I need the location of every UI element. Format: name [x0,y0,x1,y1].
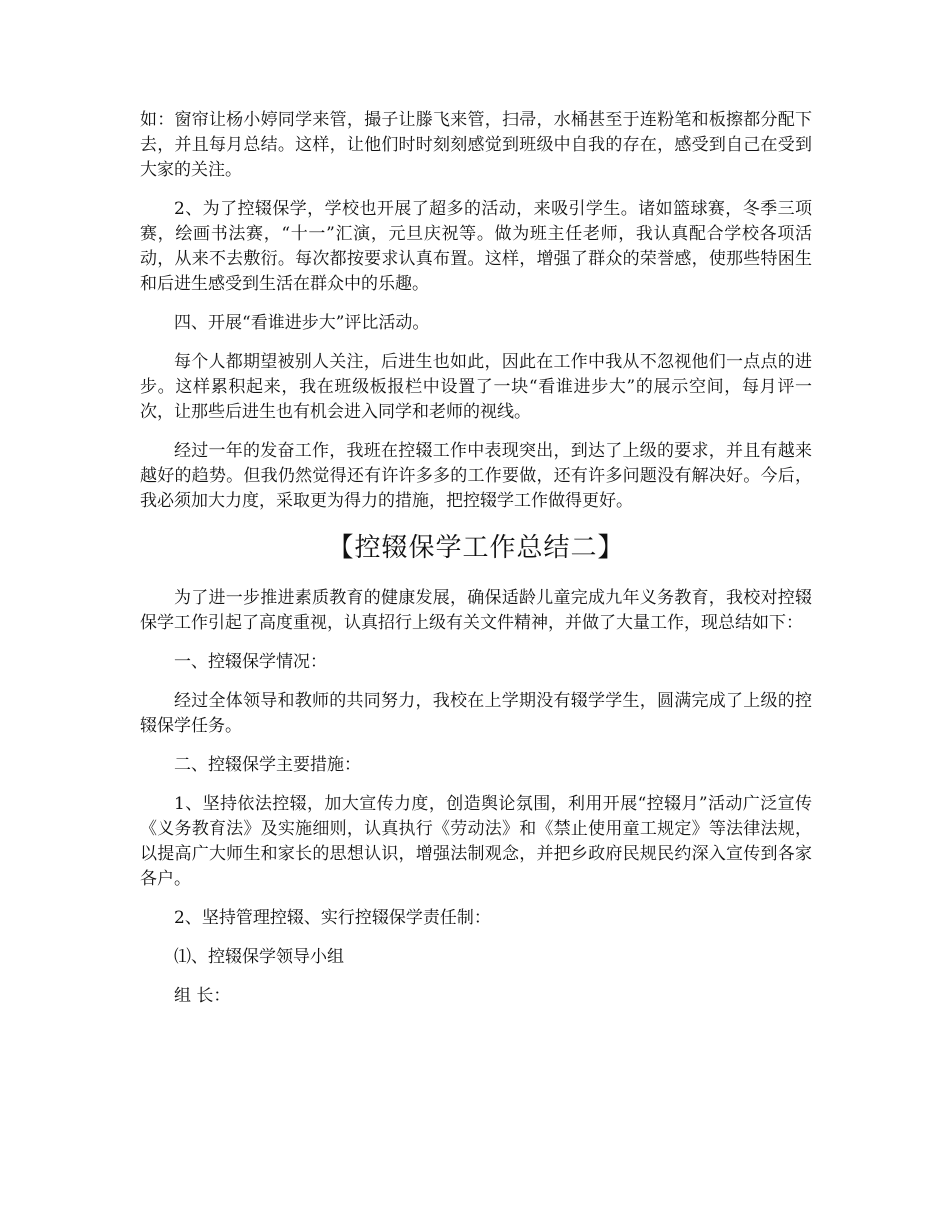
paragraph-leadership-group: ⑴、控辍保学领导小组 [174,947,344,967]
heading-section-four: 四、开展“看谁进步大”评比活动。 [174,313,430,333]
paragraph-measure-one: 1、坚持依法控辍，加大宣传力度，创造舆论氛围，利用开展“控辍月”活动广泛宣传《义务教育法》及实施细则，认真执行《劳动法》和《禁止使用童工规定》等法律法规，以提高广大师生和家长的思想认识，增强法制观念，并把乡政府民规民约深入宣传到各家各户。 [140,794,812,889]
paragraph-measure-two: 2、坚持管理控辍、实行控辍保学责任制： [174,908,491,928]
paragraph-activities: 2、为了控辍保学，学校也开展了超多的活动，来吸引学生。诸如篮球赛，冬季三项赛，绘画书法赛，“十一”汇演，元旦庆祝等。做为班主任老师，我认真配合学校各项活动，从来不去敷衍。每次都按要求认真布置。这样，增强了群众的荣誉感，使那些特困生和后进生感受到生活在群众中的乐趣。 [140,199,812,294]
section-title: 【控辍保学工作总结二】 [327,533,625,563]
document-body [140,108,812,1023]
paragraph-continuation: 如：窗帘让杨小婷同学来管，撮子让滕飞来管，扫帚，水桶甚至于连粉笔和板擦都分配下去，并且每月总结。这样，让他们时时刻刻感觉到班级中自我的存在，感受到自己在受到大家的关注。 [140,110,812,180]
heading-measures: 二、控辍保学主要措施： [174,755,361,775]
paragraph-conclusion: 经过一年的发奋工作，我班在控辍工作中表现突出，到达了上级的要求，并且有越来越好的趋势。但我仍然觉得还有许许多多的工作要做，还有许多问题没有解决好。今后，我必须加大力度，采取更为得力的措施，把控辍学工作做得更好。 [140,441,812,511]
paragraph-group-leader: 组 长： [174,986,231,1006]
paragraph-intro: 为了进一步推进素质教育的健康发展，确保适龄儿童完成九年义务教育，我校对控辍保学工作引起了高度重视，认真招行上级有关文件精神，并做了大量工作，现总结如下： [140,588,812,633]
paragraph-situation: 经过全体领导和教师的共同努力，我校在上学期没有辍学学生，圆满完成了上级的控辍保学任务。 [140,691,812,736]
paragraph-progress: 每个人都期望被别人关注，后进生也如此，因此在工作中我从不忽视他们一点点的进步。这样累积起来，我在班级板报栏中设置了一块“看谁进步大”的展示空间，每月评一次，让那些后进生也有机会进入同学和老师的视线。 [140,352,812,422]
heading-situation: 一、控辍保学情况： [174,652,327,672]
